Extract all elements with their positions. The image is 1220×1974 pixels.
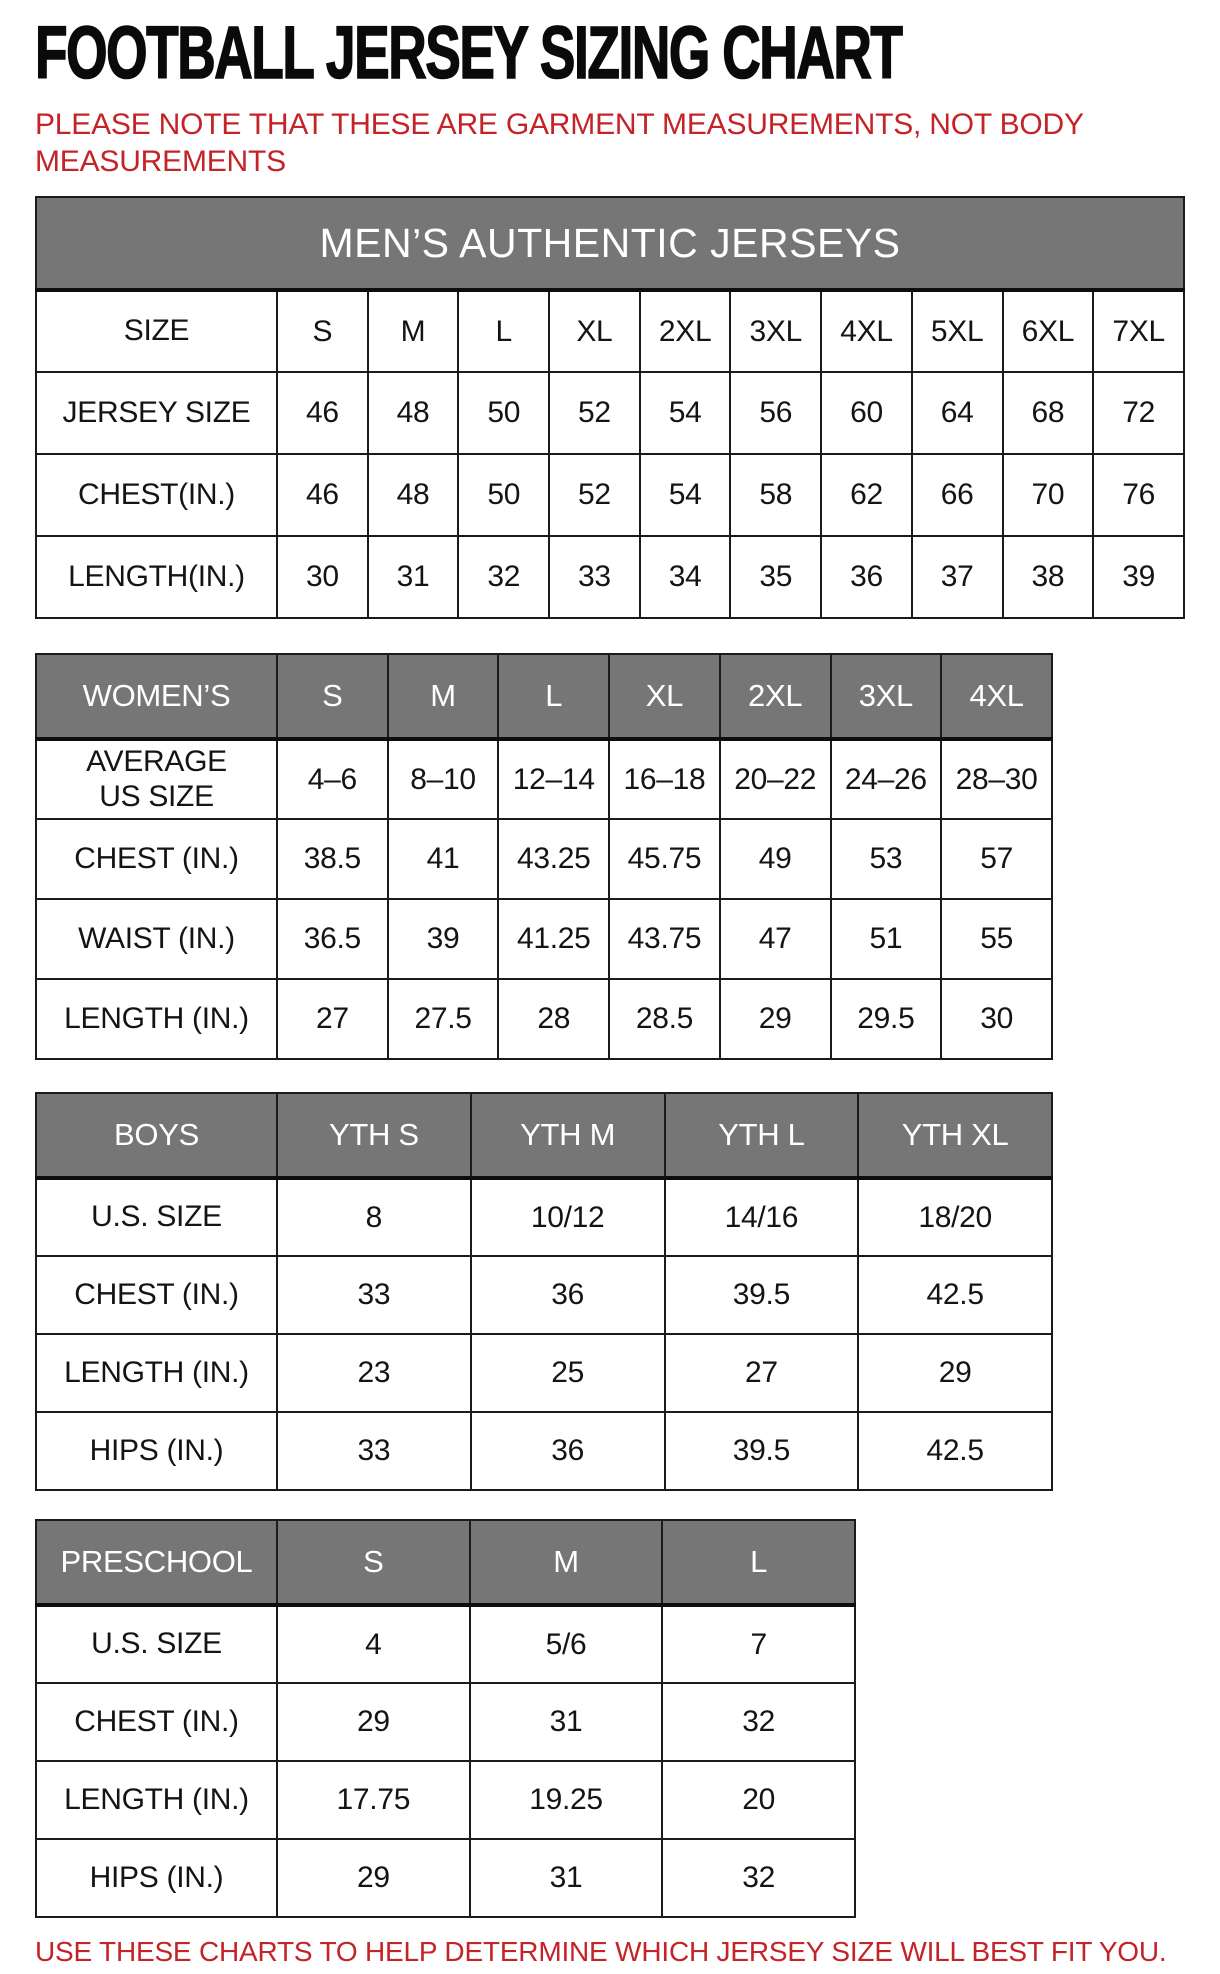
preschool-value-cell: 5/6 [470,1605,663,1683]
garment-note [35,106,1220,180]
mens-value-cell: 50 [458,454,549,536]
mens-value-cell: 34 [640,536,731,618]
preschool-value-cell: 17.75 [277,1761,470,1839]
preschool-size-table [35,1519,856,1918]
womens-row-label: LENGTH (IN.) [36,979,277,1059]
womens-value-cell: 38.5 [277,819,388,899]
mens-value-cell: 68 [1003,372,1094,454]
boys-row [36,1412,1052,1490]
mens-banner-title: MEN’S AUTHENTIC JERSEYS [36,197,1184,290]
womens-row-label: CHEST (IN.) [36,819,277,899]
garment-note-line-2: MEASUREMENTS [35,145,286,178]
boys-value-cell: 8 [277,1178,471,1256]
mens-value-cell: 39 [1093,536,1184,618]
mens-value-cell: 38 [1003,536,1094,618]
womens-value-cell: 16–18 [609,739,720,819]
mens-row [36,536,1184,618]
boys-row [36,1256,1052,1334]
womens-row [36,899,1052,979]
womens-value-cell: 45.75 [609,819,720,899]
preschool-value-cell: 32 [662,1683,855,1761]
mens-value-cell: 48 [368,454,459,536]
womens-header-row [36,654,1052,739]
boys-value-cell: 36 [471,1412,665,1490]
womens-value-cell: 51 [831,899,942,979]
womens-value-cell: 8–10 [388,739,499,819]
womens-value-cell: 36.5 [277,899,388,979]
boys-value-cell: 10/12 [471,1178,665,1256]
mens-value-cell: 54 [640,372,731,454]
boys-value-cell: 33 [277,1412,471,1490]
mens-value-cell: XL [549,290,640,372]
womens-value-cell: 29.5 [831,979,942,1059]
womens-value-cell: 30 [941,979,1052,1059]
womens-value-cell: 41.25 [498,899,609,979]
mens-value-cell: 31 [368,536,459,618]
footer-note: USE THESE CHARTS TO HELP DETERMINE WHICH JERSEY SIZE WILL BEST FIT YOU. [35,1936,1167,1967]
womens-value-cell: 47 [720,899,831,979]
womens-header-size: 4XL [941,654,1052,739]
boys-value-cell: 42.5 [858,1256,1052,1334]
womens-value-cell: 28 [498,979,609,1059]
mens-value-cell: 54 [640,454,731,536]
boys-header-row [36,1093,1052,1178]
mens-value-cell: 50 [458,372,549,454]
mens-value-cell: 5XL [912,290,1003,372]
womens-value-cell: 53 [831,819,942,899]
womens-value-cell: 12–14 [498,739,609,819]
preschool-row [36,1761,855,1839]
preschool-value-cell: 29 [277,1839,470,1917]
mens-value-cell: 33 [549,536,640,618]
preschool-value-cell: 7 [662,1605,855,1683]
mens-value-cell: 48 [368,372,459,454]
boys-value-cell: 29 [858,1334,1052,1412]
page-title: FOOTBALL JERSEY SIZING CHART [35,11,902,94]
womens-row [36,819,1052,899]
boys-value-cell: 14/16 [665,1178,859,1256]
womens-value-cell: 24–26 [831,739,942,819]
mens-row-label: SIZE [36,290,277,372]
womens-header-size: 2XL [720,654,831,739]
boys-value-cell: 25 [471,1334,665,1412]
womens-header-size: S [277,654,388,739]
boys-row-label: U.S. SIZE [36,1178,277,1256]
preschool-value-cell: 29 [277,1683,470,1761]
mens-value-cell: 64 [912,372,1003,454]
mens-value-cell: 52 [549,372,640,454]
boys-header-size: YTH XL [858,1093,1052,1178]
mens-value-cell: 2XL [640,290,731,372]
womens-value-cell: 57 [941,819,1052,899]
preschool-value-cell: 32 [662,1839,855,1917]
mens-value-cell: 37 [912,536,1003,618]
boys-value-cell: 33 [277,1256,471,1334]
mens-row-label: LENGTH(IN.) [36,536,277,618]
preschool-header-size: L [662,1520,855,1605]
womens-header-size: 3XL [831,654,942,739]
womens-value-cell: 20–22 [720,739,831,819]
mens-row [36,290,1184,372]
boys-header-size: YTH L [665,1093,859,1178]
womens-value-cell: 27 [277,979,388,1059]
preschool-row [36,1839,855,1917]
mens-value-cell: 60 [821,372,912,454]
mens-value-cell: 70 [1003,454,1094,536]
mens-value-cell: 7XL [1093,290,1184,372]
boys-value-cell: 42.5 [858,1412,1052,1490]
boys-value-cell: 23 [277,1334,471,1412]
womens-value-cell: 28–30 [941,739,1052,819]
mens-table-host [35,196,1220,619]
mens-row-label: JERSEY SIZE [36,372,277,454]
womens-value-cell: 28.5 [609,979,720,1059]
mens-value-cell: 46 [277,372,368,454]
mens-value-cell: 58 [730,454,821,536]
mens-value-cell: S [277,290,368,372]
boys-header-label: BOYS [36,1093,277,1178]
preschool-value-cell: 31 [470,1683,663,1761]
boys-row [36,1178,1052,1256]
mens-value-cell: 32 [458,536,549,618]
boys-row-label: HIPS (IN.) [36,1412,277,1490]
garment-note-line-1: PLEASE NOTE THAT THESE ARE GARMENT MEASUREMENTS, NOT BODY [35,108,1084,141]
mens-value-cell: 72 [1093,372,1184,454]
mens-value-cell: 3XL [730,290,821,372]
womens-value-cell: 55 [941,899,1052,979]
mens-value-cell: 35 [730,536,821,618]
mens-value-cell: 52 [549,454,640,536]
boys-row-label: CHEST (IN.) [36,1256,277,1334]
womens-table-host [35,653,1220,1060]
preschool-value-cell: 31 [470,1839,663,1917]
preschool-row [36,1683,855,1761]
preschool-header-size: M [470,1520,663,1605]
womens-size-table [35,653,1053,1060]
mens-value-cell: 56 [730,372,821,454]
page-title-wrap [35,11,1220,94]
preschool-value-cell: 19.25 [470,1761,663,1839]
mens-value-cell: 76 [1093,454,1184,536]
mens-row-label: CHEST(IN.) [36,454,277,536]
womens-row-label: AVERAGE US SIZE [36,739,277,819]
mens-row [36,372,1184,454]
boys-value-cell: 36 [471,1256,665,1334]
womens-value-cell: 29 [720,979,831,1059]
boys-table-host [35,1092,1220,1491]
preschool-table-host [35,1519,1220,1918]
womens-value-cell: 4–6 [277,739,388,819]
womens-row-label: WAIST (IN.) [36,899,277,979]
boys-row-label: LENGTH (IN.) [36,1334,277,1412]
preschool-value-cell: 4 [277,1605,470,1683]
womens-row [36,739,1052,819]
preschool-row [36,1605,855,1683]
mens-size-table [35,196,1185,619]
boys-value-cell: 27 [665,1334,859,1412]
boys-header-size: YTH S [277,1093,471,1178]
mens-row [36,454,1184,536]
mens-value-cell: 66 [912,454,1003,536]
boys-value-cell: 18/20 [858,1178,1052,1256]
womens-value-cell: 41 [388,819,499,899]
womens-value-cell: 39 [388,899,499,979]
womens-header-size: L [498,654,609,739]
preschool-header-row [36,1520,855,1605]
womens-header-size: XL [609,654,720,739]
mens-value-cell: 46 [277,454,368,536]
boys-row [36,1334,1052,1412]
preschool-row-label: CHEST (IN.) [36,1683,277,1761]
boys-value-cell: 39.5 [665,1412,859,1490]
mens-value-cell: 36 [821,536,912,618]
preschool-row-label: U.S. SIZE [36,1605,277,1683]
mens-value-cell: L [458,290,549,372]
boys-header-size: YTH M [471,1093,665,1178]
mens-value-cell: 30 [277,536,368,618]
preschool-row-label: HIPS (IN.) [36,1839,277,1917]
womens-header-size: M [388,654,499,739]
mens-banner-row [36,197,1184,290]
preschool-value-cell: 20 [662,1761,855,1839]
mens-value-cell: 4XL [821,290,912,372]
womens-row [36,979,1052,1059]
womens-value-cell: 49 [720,819,831,899]
preschool-header-label: PRESCHOOL [36,1520,277,1605]
boys-size-table [35,1092,1053,1491]
womens-value-cell: 43.25 [498,819,609,899]
preschool-row-label: LENGTH (IN.) [36,1761,277,1839]
mens-value-cell: M [368,290,459,372]
preschool-header-size: S [277,1520,470,1605]
womens-value-cell: 27.5 [388,979,499,1059]
mens-value-cell: 6XL [1003,290,1094,372]
womens-header-label: WOMEN’S [36,654,277,739]
boys-value-cell: 39.5 [665,1256,859,1334]
womens-value-cell: 43.75 [609,899,720,979]
mens-value-cell: 62 [821,454,912,536]
